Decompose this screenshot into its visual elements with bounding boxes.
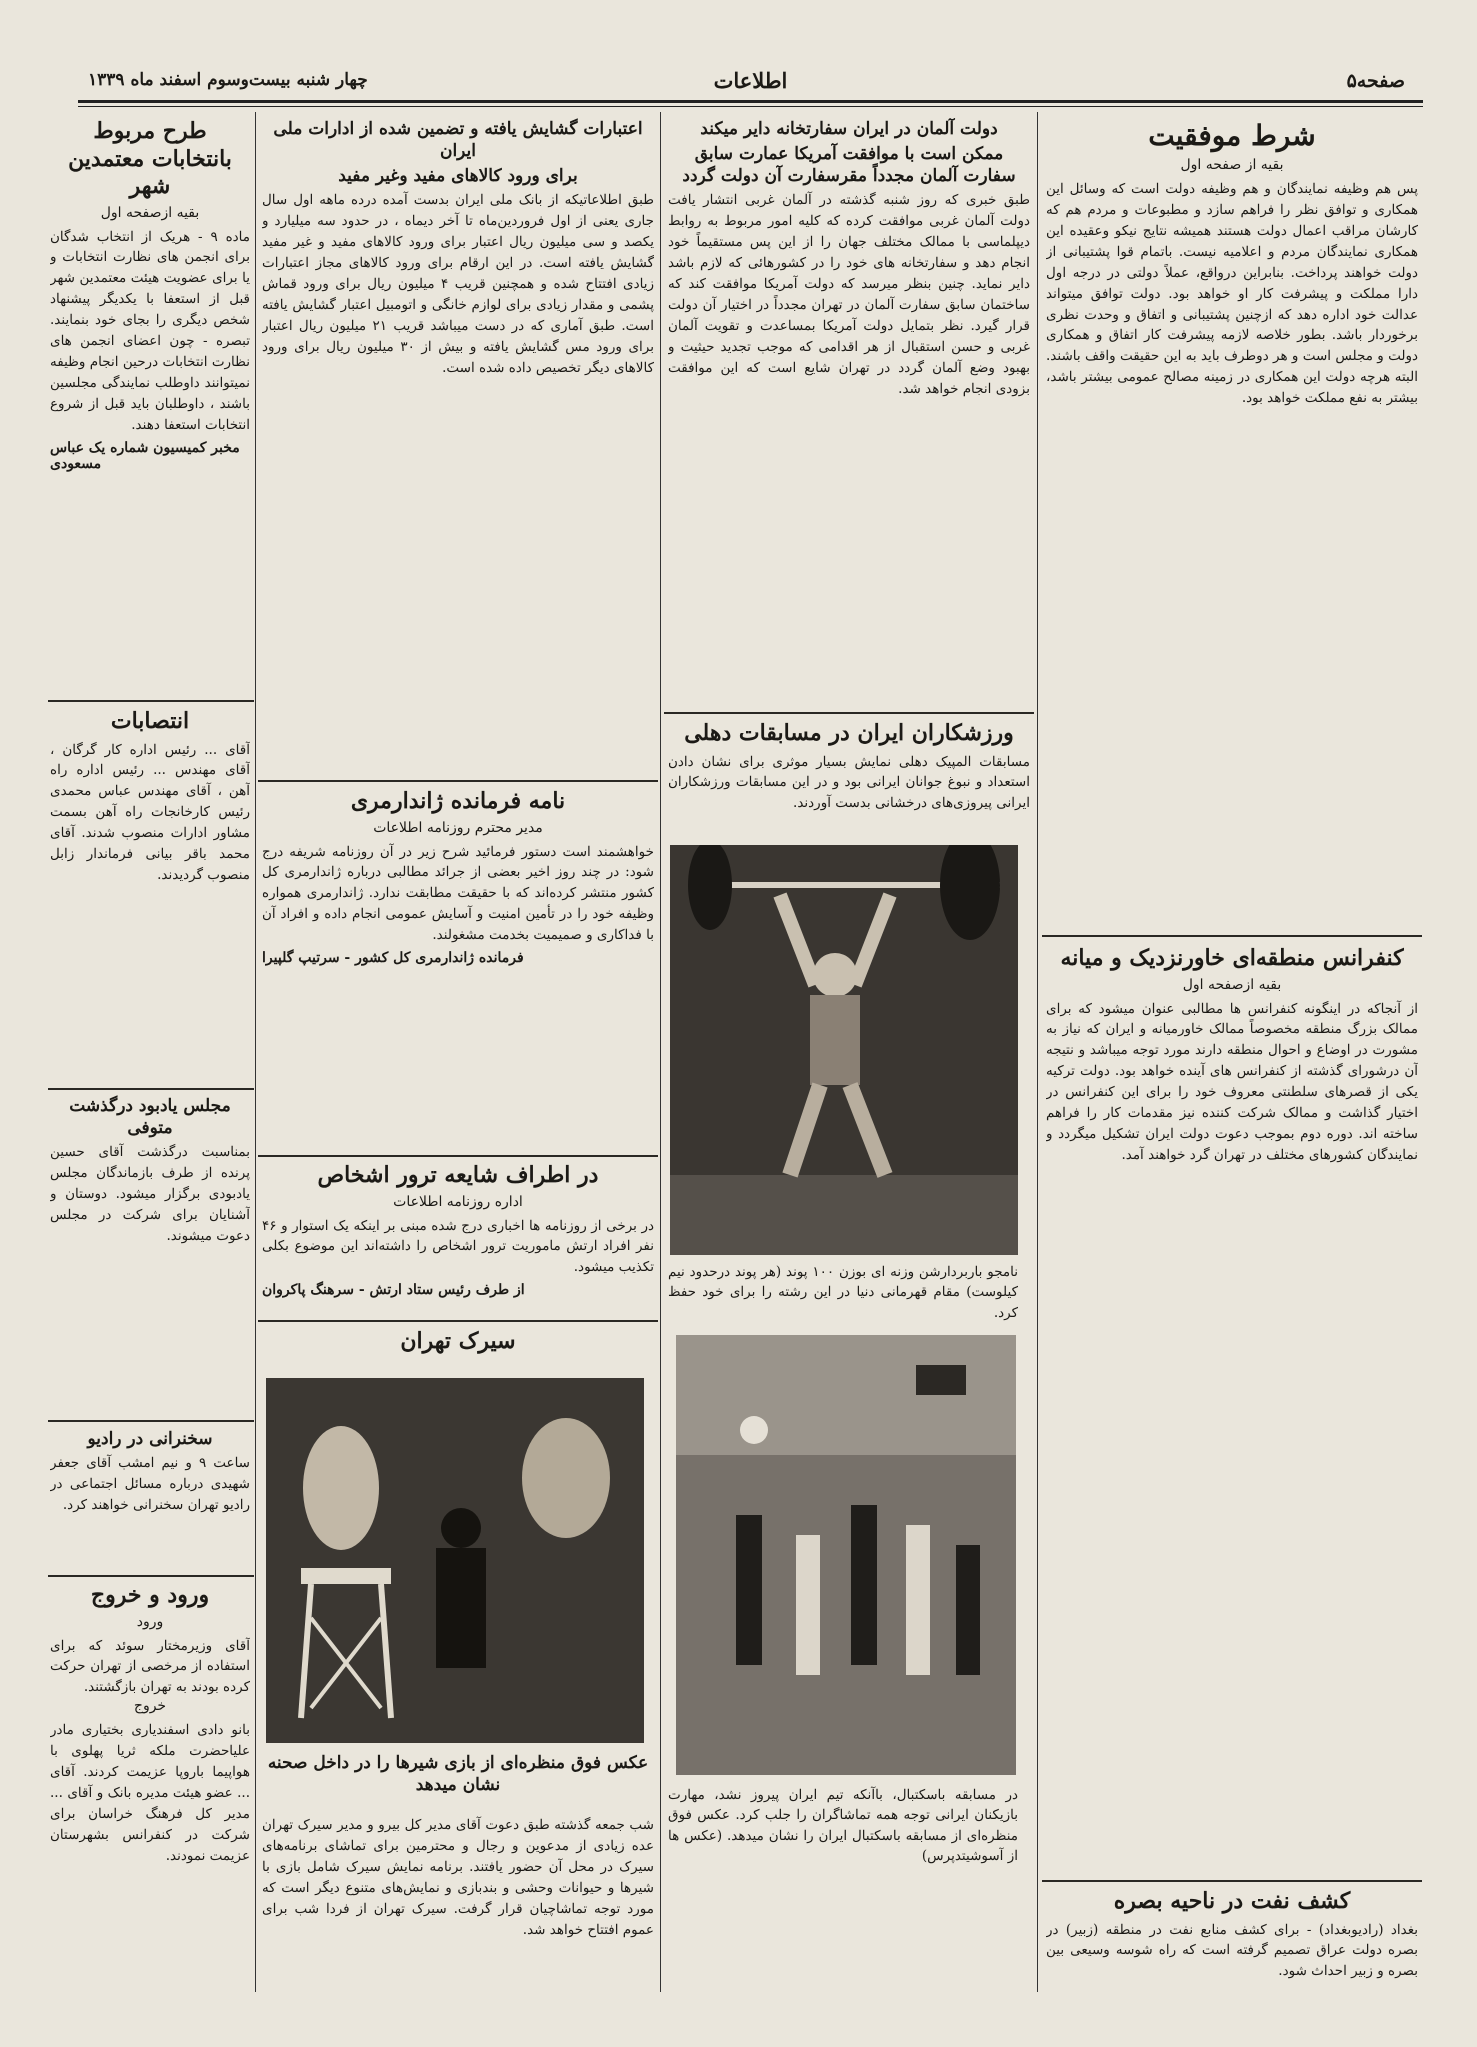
- article-basra-oil: [1046, 1888, 1418, 1998]
- article-body: از آنجاکه در اینگونه کنفرانس ها مطالبی عنوان میشود که برای ممالک بزرگ منطقه مخصوصاً ممالک خاورمیانه و ایران که نیاز به مشورت در اوضاع و احوال منطقه دارند مورد توجه میباشد و نتیجه آن درشورای گذشته از کنفرانس های آینده خواهد بود. دولت ترکیه یکی از قصرهای سلطنتی معروف خود را برای این کنفرانس در اختیار گذاشت و ممالک شرکت کننده نیز مقدمات کار را فراهم ساخته اند. دوره دوم بموجب دعوت دولت ایران تشکیل میگردد و نمایندگان کشورهای مختلف در تهران گرد خواهند آمد.: [1046, 1000, 1418, 1163]
- article-city-trustees: [50, 118, 250, 678]
- article-body: در برخی از روزنامه ها اخباری درج شده مبنی بر اینکه یک استوار و ۴۶ نفر افراد ارتش ماموریت ترور اشخاص را داشته‌اند این موضوع بکلی تکذیب میشود.: [262, 1217, 654, 1276]
- section-label-arrivals: ورود: [136, 1613, 164, 1630]
- article-title: ورزشکاران ایران در مسابقات دهلی: [684, 720, 1014, 746]
- article-body: خواهشمند است دستور فرمائید شرح زیر در آن روزنامه شریفه درج شود: در چند روز اخیر بعضی از جرائد مطالبی درباره ژاندارمری کل کشور منتشر کرده‌اند که با حقیقت مطابقت ندارد. ژاندارمری همواره وظیفه خود را در تأمین امنیت و آسایش عمومی انجام داده و افراد آن با فداکاری و صمیمیت بخدمت مشغولند.: [262, 843, 654, 944]
- article-title: انتصابات: [110, 708, 190, 734]
- section-divider: [258, 1320, 658, 1322]
- section-divider: [48, 1088, 254, 1090]
- article-body: طبق خبری که روز شنبه گذشته در آلمان غربی انتشار یافت دولت آلمان غربی موافقت کرده که کلیه امور مربوط به روابط دیپلماسی با ممالک مختلف جهان را از این پس مستقیماً خود انجام دهد و سفارتخانه های خود را در کشورهائی که لازم باشد دایر نماید. چنین بنظر میرسد که دولت آمریکا موافقت کند که ساختمان سابق سفارت آلمان در تهران مجدداً در اختیار آن دولت قرار گیرد. نظر بتمایل دولت آمریکا بمساعدت و تقویت آلمان غربی و حسن استقبال از هر اقدامی که موجب تجدید حیثیت و بهبود وضع آلمان گردد در تهران شایع است که این موافقت بزودی انجام خواهد شد.: [668, 192, 1030, 397]
- masthead: [78, 58, 1423, 102]
- article-body: ماده ۹ - هریک از انتخاب شدگان برای انجمن های نظارت انتخابات و یا برای عضویت هیئت معتمدین شهر قبل از استعفا با یکدیگر پیشنهاد شخص دیگری را بجای خود بنمایند. تبصره - چون اعضای انجمن های نظارت انتخابات درحین انجام وظیفه نمیتوانند داوطلب نمایندگی مجلسین باشند ، داوطلبان باید قبل از شروع انتخابات استعفا دهند.: [50, 228, 250, 433]
- article-salutation: مدیر محترم روزنامه اطلاعات: [373, 819, 543, 836]
- article-title: طرح مربوط بانتخابات معتمدین شهر: [68, 118, 232, 199]
- basketball-illustration: [676, 1335, 1016, 1775]
- article-ref: بقیه از صفحه اول: [1180, 157, 1284, 173]
- article-title: نامه فرمانده ژاندارمری: [350, 788, 566, 814]
- article-body: پس هم وظیفه نمایندگان و هم وظیفه دولت است که وسائل این همکاری و توافق نظر را فراهم سازد و مطبوعات و مردم هم که کارشان مراقب اعمال دولت هستند همیشه نتایج نیکو وعقیده این همکاری نمایندگان مردم و اعلامیه نیست. باتمام قوا پشتیبانی از دولت خواهند پرداخت. بنابراین درواقع، عملاً دولتی در درجه اول دارا مملکت و پیشرفت کار او خواهد بود. دولت توافق میتواند عدالت خود اداره دهد که ازچنین پشتیبانی و اتفاق و وحدت نظری برخوردار باشد. بطور خلاصه لازمه پیشرفت کار اتفاق و همکاری دولت و مجلس است و هر دوطرف باید به این حقیقت واقف باشند. البته هرچه دولت این همکاری در زمینه مصالح عمومی بیشتر باشد، بیشتر به نفع مملکت خواهد بود.: [1046, 181, 1418, 407]
- article-body: بمناسبت درگذشت آقای حسین پرنده از طرف بازماندگان مجلس یادبودی برگزار میشود. دوستان و آشنایان برای شرکت در مجلس دعوت میشوند.: [50, 1144, 250, 1244]
- article-body: بانو دادی اسفندیاری بختیاری مادر علیاحضرت ملکه ثریا پهلوی با هواپیما باروپا عزیمت کردند. آقای ... عضو هیئت مدیره بانک و آقای ... مدیر کل فرهنگ خراسان برای شرکت در کنفرانس بشهرستان عزیمت نمودند.: [50, 1722, 250, 1864]
- basketball-photo: [676, 1335, 1016, 1775]
- article-success-condition: [1046, 118, 1418, 918]
- article-import-credits: [262, 118, 654, 768]
- article-subhead: ممکن است با موافقت آمریکا عمارت سابق سفارت آلمان مجدداً مقرسفارت آن دولت گردد: [682, 144, 1016, 187]
- article-assassination-rumor: [262, 1162, 654, 1322]
- circus-caption: [262, 1752, 654, 1812]
- article-title: در اطراف شایعه ترور اشخاص: [317, 1162, 599, 1188]
- article-body: مسابقات المپیک دهلی نمایش بسیار موثری برای نشان دادن استعداد و نبوغ جوانان ایرانی بود و در این مسابقات ورزشکاران ایرانی پیروزی‌های درخشانی بدست آوردند.: [668, 753, 1030, 812]
- article-arrivals-departures: [50, 1582, 250, 2002]
- section-divider: [258, 780, 658, 782]
- section-divider: [48, 1420, 254, 1422]
- article-appointments: [50, 708, 250, 1078]
- column-divider: [255, 112, 256, 1992]
- article-body: آقای وزیرمختار سوئد که برای استفاده از مرخصی از تهران حرکت کرده بودند به تهران بازگشتند.: [50, 1637, 250, 1696]
- article-body: بغداد (رادیوبغداد) - برای کشف منابع نفت در منطقه (زبیر) در بصره دولت عراق تصمیم گرفته است که راه شوسه وسیعی بین بصره و زبیر احداث شود.: [1046, 1921, 1418, 1980]
- article-headline: اعتبارات گشایش یافته و تضمین شده از ادارات ملی ایران: [273, 119, 643, 162]
- article-gendarmerie-letter: [262, 788, 654, 1148]
- weightlifter-caption: نامجو باربردارشن وزنه ای بوزن ۱۰۰ پوند (هر پوند درحدود نیم کیلوست) مقام قهرمانی دنیا در این رشته را برای خود حفظ کرد.: [668, 1264, 1018, 1321]
- basketball-caption: در مسابقه باسکتبال، باآنکه تیم ایران پیروز نشد، مهارت بازیکنان ایرانی توجه همه تماشاگران را جلب کرد. عکس فوق منظره‌ای از مسابقه باسکتبال ایران را نشان میدهد. (عکس ها از آسوشیتدپرس): [668, 1787, 1018, 1864]
- article-subhead: برای ورود کالاهای مفید وغیر مفید: [338, 166, 578, 187]
- article-title: سیرک تهران: [400, 1328, 516, 1354]
- page-number: صفحه۵: [1346, 70, 1405, 92]
- column-divider: [660, 112, 661, 1992]
- article-memorial: [50, 1095, 250, 1305]
- column-divider: [1037, 112, 1038, 1992]
- article-ref: بقیه ازصفحه اول: [1182, 976, 1282, 993]
- masthead-rule-thin: [78, 106, 1423, 107]
- article-body: آقای ... رئیس اداره کار گرگان ، آقای مهندس ... رئیس اداره راه آهن ، آقای مهندس عباس محمدی رئیس کارخانجات راه آهن بسمت مشاور ادارات منصوب شدند. آقای محمد باقر بیانی فرماندار زابل منصوب گردیدند.: [50, 741, 250, 884]
- section-divider: [664, 712, 1034, 714]
- circus-heading: [262, 1328, 654, 1368]
- article-body: طبق اطلاعاتیکه از بانک ملی ایران بدست آمده درده ماهه اول سال جاری یعنی از اول فروردین‌ماه تا آخر دیماه ، در حدود سه میلیارد و یکصد و سی میلیون ریال اعتبار برای ورود کالاهای مفید و غیر مفید گشایش یافته است. در این ارقام برای ورود کالاهای مجاز اعتبارات زیادی افتتاح شده و همچنین قریب ۴ میلیون ریال برای ورود قماش پشمی و مقدار زیادی برای لوازم خانگی و اتومبیل اعتبار گشایش یافته است. طبق آماری که در دست میباشد قریب ۲۱ میلیون ریال اعتبار برای ورود مس گشایش یافته و بیش از ۳۰ میلیون ریال برای ورود کالاهای دیگر تخصیص داده شده است.: [262, 192, 654, 376]
- newspaper-title: اطلاعات: [713, 68, 788, 93]
- article-title: مجلس یادبود درگذشت متوفی: [69, 1096, 231, 1139]
- section-divider: [1042, 935, 1422, 937]
- article-title: کشف نفت در ناحیه بصره: [1113, 1888, 1351, 1914]
- article-near-east-conference: [1046, 945, 1418, 1865]
- section-divider: [1042, 1880, 1422, 1882]
- article-signature: مخبر کمیسیون شماره یک عباس مسعودی: [50, 439, 240, 472]
- article-radio-talk: [50, 1428, 250, 1578]
- article-signature: فرمانده ژاندارمری کل کشور - سرتیپ گلپیرا: [262, 950, 524, 967]
- article-title: شرط موفقیت: [1148, 119, 1316, 152]
- circus-lions-photo: [266, 1378, 644, 1743]
- masthead-rule: [78, 100, 1423, 103]
- article-body: شب جمعه گذشته طبق دعوت آقای مدیر کل بیرو و مدیر سیرک تهران عده زیادی از مدعوین و رجال و محترمین برای تماشای برنامه‌های سیرک در محل آن حضور یافتند. برنامه نمایش سیرک شامل بازی با شیرها و حیوانات وحشی و بندبازی و نمایش‌های متنوع دیگر است که مورد توجه تماشاچیان قرار گرفت. سیرک تهران از فردا شب برای عموم افتتاح خواهد شد.: [262, 1817, 654, 1938]
- article-signature: از طرف رئیس ستاد ارتش - سرهنگ پاکروان: [262, 1282, 525, 1299]
- weightlifter-illustration: [670, 845, 1018, 1255]
- article-tehran-circus: [262, 1815, 654, 2005]
- article-body: ساعت ۹ و نیم امشب آقای جعفر شهیدی درباره مسائل اجتماعی در رادیو تهران سخنرانی خواهند کرد.: [50, 1455, 250, 1513]
- article-delhi-games: [668, 720, 1030, 830]
- article-title: سخنرانی در رادیو: [87, 1429, 213, 1449]
- section-divider: [258, 1155, 658, 1157]
- article-german-embassy: [668, 118, 1030, 688]
- issue-date: چهار شنبه بیست‌وسوم اسفند ماه ۱۳۳۹: [88, 70, 368, 90]
- article-headline: دولت آلمان در ایران سفارتخانه دایر میکند: [700, 119, 998, 139]
- section-divider: [48, 1575, 254, 1577]
- article-ref: بقیه ازصفحه اول: [100, 204, 200, 221]
- article-salutation: اداره روزنامه اطلاعات: [393, 1193, 523, 1210]
- weightlifter-photo: [670, 845, 1018, 1255]
- circus-illustration: [266, 1378, 644, 1743]
- section-divider: [48, 700, 254, 702]
- article-title: ورود و خروج: [90, 1582, 210, 1608]
- section-label-departures: خروج: [133, 1698, 167, 1715]
- photo-caption: عکس فوق منظره‌ای از بازی شیرها را در داخل صحنه نشان میدهد: [267, 1753, 649, 1796]
- article-title: کنفرانس منطقه‌ای خاورنزدیک و میانه: [1060, 945, 1404, 971]
